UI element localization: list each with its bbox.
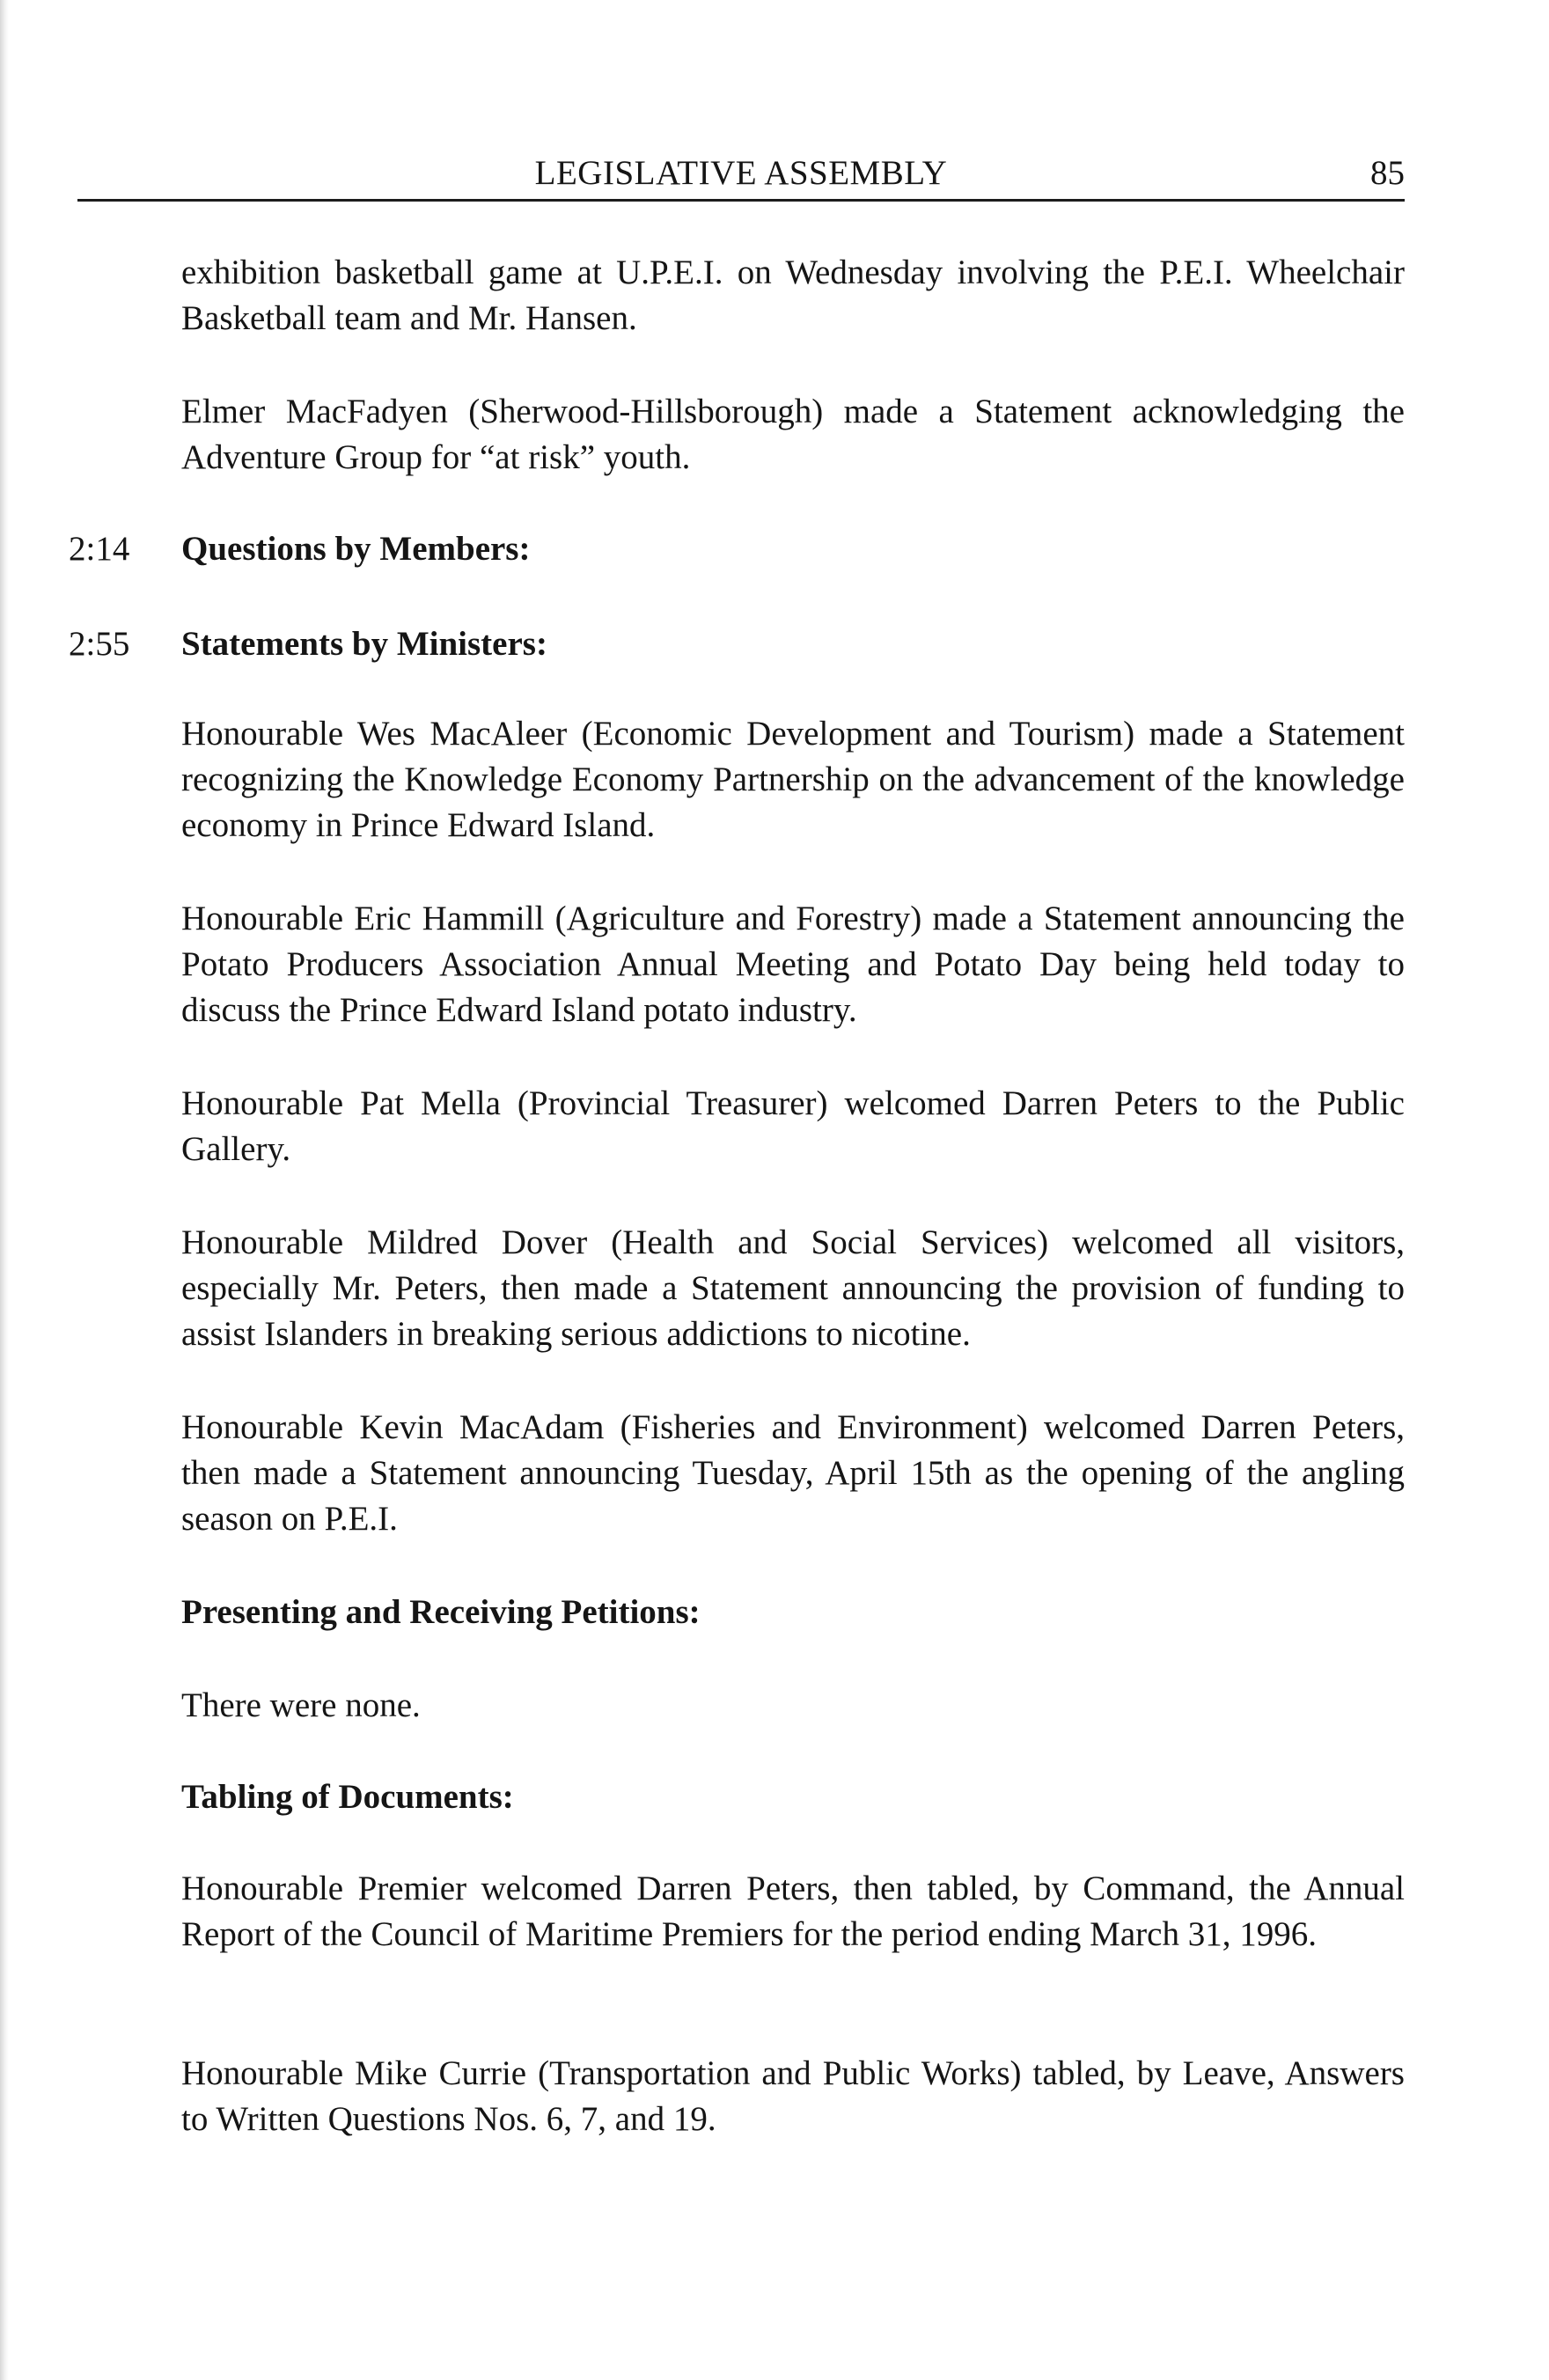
page-edge-shadow <box>0 0 9 2380</box>
heading-questions-by-members: Questions by Members: <box>181 530 531 568</box>
time-questions: 2:14 <box>69 530 130 568</box>
page-header <box>77 141 1405 202</box>
page-number: 85 <box>1370 154 1405 192</box>
paragraph-macadam-statement: Honourable Kevin MacAdam (Fisheries and Environment) welcomed Darren Peters, then made a Statement announcing Tuesday, April 15th as the opening of the angling season on P.E.I. <box>181 1408 1405 1538</box>
time-statements: 2:55 <box>69 625 130 663</box>
header-title: LEGISLATIVE ASSEMBLY <box>534 154 948 192</box>
paragraph-dover-statement: Honourable Mildred Dover (Health and Social Services) welcomed all visitors, especially Mr. Peters, then made a Statement announcing the provision of funding to assist Islanders in breaking serious addictions to nicotine. <box>181 1223 1405 1353</box>
heading-petitions: Presenting and Receiving Petitions: <box>181 1593 701 1631</box>
paragraph-currie-tabling: Honourable Mike Currie (Transportation and Public Works) tabled, by Leave, Answers to Written Questions Nos. 6, 7, and 19. <box>181 2054 1405 2138</box>
heading-statements-by-ministers: Statements by Ministers: <box>181 625 547 663</box>
paragraph-macfadyen-statement: Elmer MacFadyen (Sherwood-Hillsborough) made a Statement acknowledging the Adventure Group for “at risk” youth. <box>181 393 1405 476</box>
paragraph-petitions-none: There were none. <box>181 1686 421 1724</box>
paragraph-macaleer-statement: Honourable Wes MacAleer (Economic Development and Tourism) made a Statement recognizing the Knowledge Economy Partnership on the advancement of the knowledge economy in Prince Edward Island. <box>181 715 1405 844</box>
paragraph-mella-welcome: Honourable Pat Mella (Provincial Treasurer) welcomed Darren Peters to the Public Gallery. <box>181 1084 1405 1168</box>
paragraph-hammill-statement: Honourable Eric Hammill (Agriculture and Forestry) made a Statement announcing the Potato Producers Association Annual Meeting and Potato Day being held today to discuss the Prince Edward Island potato industry. <box>181 900 1405 1029</box>
paragraph-basketball-game: exhibition basketball game at U.P.E.I. on Wednesday involving the P.E.I. Wheelchair Basketball team and Mr. Hansen. <box>181 253 1405 337</box>
heading-tabling-of-documents: Tabling of Documents: <box>181 1778 514 1816</box>
paragraph-premier-tabling: Honourable Premier welcomed Darren Peters, then tabled, by Command, the Annual Report of the Council of Maritime Premiers for the period ending March 31, 1996. <box>181 1869 1405 1953</box>
